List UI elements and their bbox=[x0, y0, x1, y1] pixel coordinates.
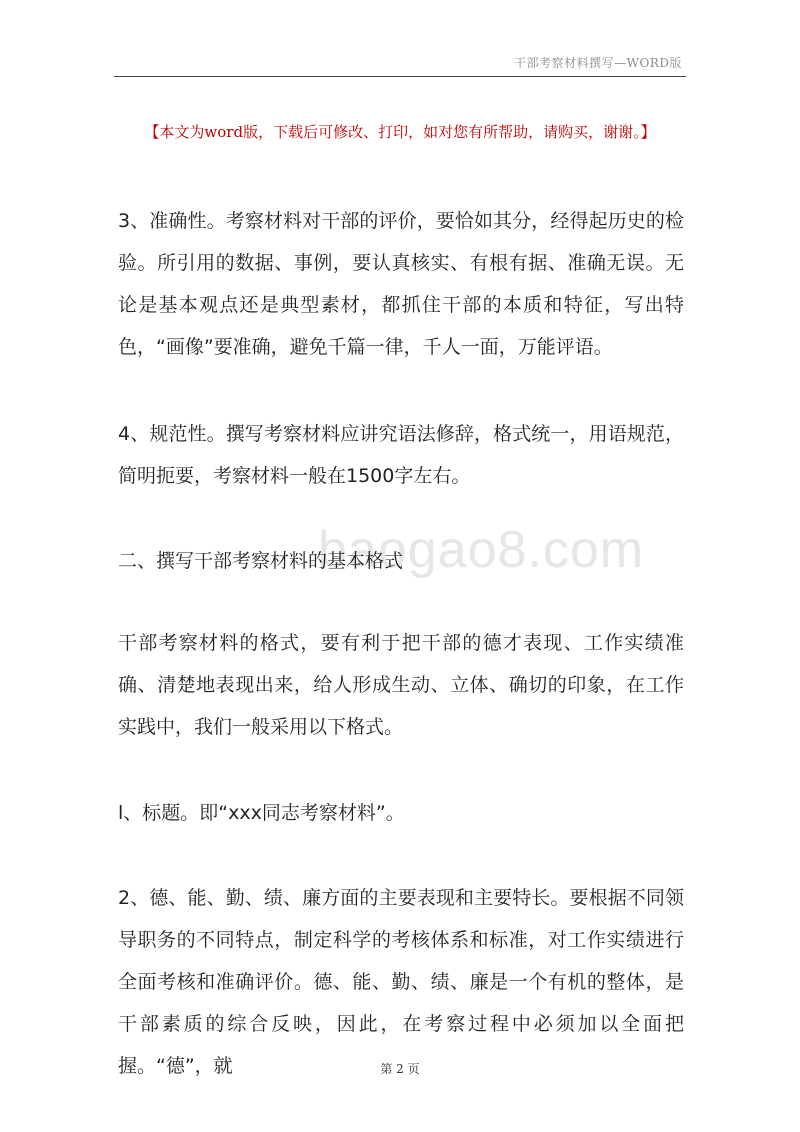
page-number: 第 2 页 bbox=[380, 1062, 420, 1076]
header-divider bbox=[114, 76, 686, 77]
paragraph-title-item: l、标题。即“xxx同志考察材料”。 bbox=[118, 802, 405, 824]
section-heading: 二、撰写干部考察材料的基本格式 bbox=[118, 550, 404, 572]
paragraph-format-intro: 干部考察材料的格式，要有利于把干部的德才表现、工作实绩准确、清楚地表现出来，给人形成生动、立体、确切的印象，在工作实践中，我们一般采用以下格式。 bbox=[118, 632, 684, 738]
watermark: baogao8.com bbox=[318, 521, 645, 579]
paragraph-performance-item: 2、德、能、勤、绩、廉方面的主要表现和主要特长。要根据不同领导职务的不同特点，制定科学的考核体系和标准，对工作实绩进行全面考核和准确评价。德、能、勤、绩、廉是一个有机的整体，是干部素质的综合反映，因此，在考察过程中必须加以全面把握。“德”，就 bbox=[118, 887, 684, 1077]
paragraph-standardization: 4、规范性。撰写考察材料应讲究语法修辞，格式统一，用语规范，简明扼要，考察材料一般在1500字左右。 bbox=[118, 423, 684, 487]
download-notice: 【本文为word版，下载后可修改、打印，如对您有所帮助，请购买，谢谢。】 bbox=[144, 123, 656, 141]
header-title: 干部考察材料撰写—WORD版 bbox=[514, 56, 682, 70]
paragraph-accuracy: 3、准确性。考察材料对干部的评价，要恰如其分，经得起历史的检验。所引用的数据、事例，要认真核实、有根有据、准确无误。无论是基本观点还是典型素材，都抓住干部的本质和特征，写出特色，“画像”要准确，避免千篇一律，千人一面，万能评语。 bbox=[118, 210, 684, 358]
